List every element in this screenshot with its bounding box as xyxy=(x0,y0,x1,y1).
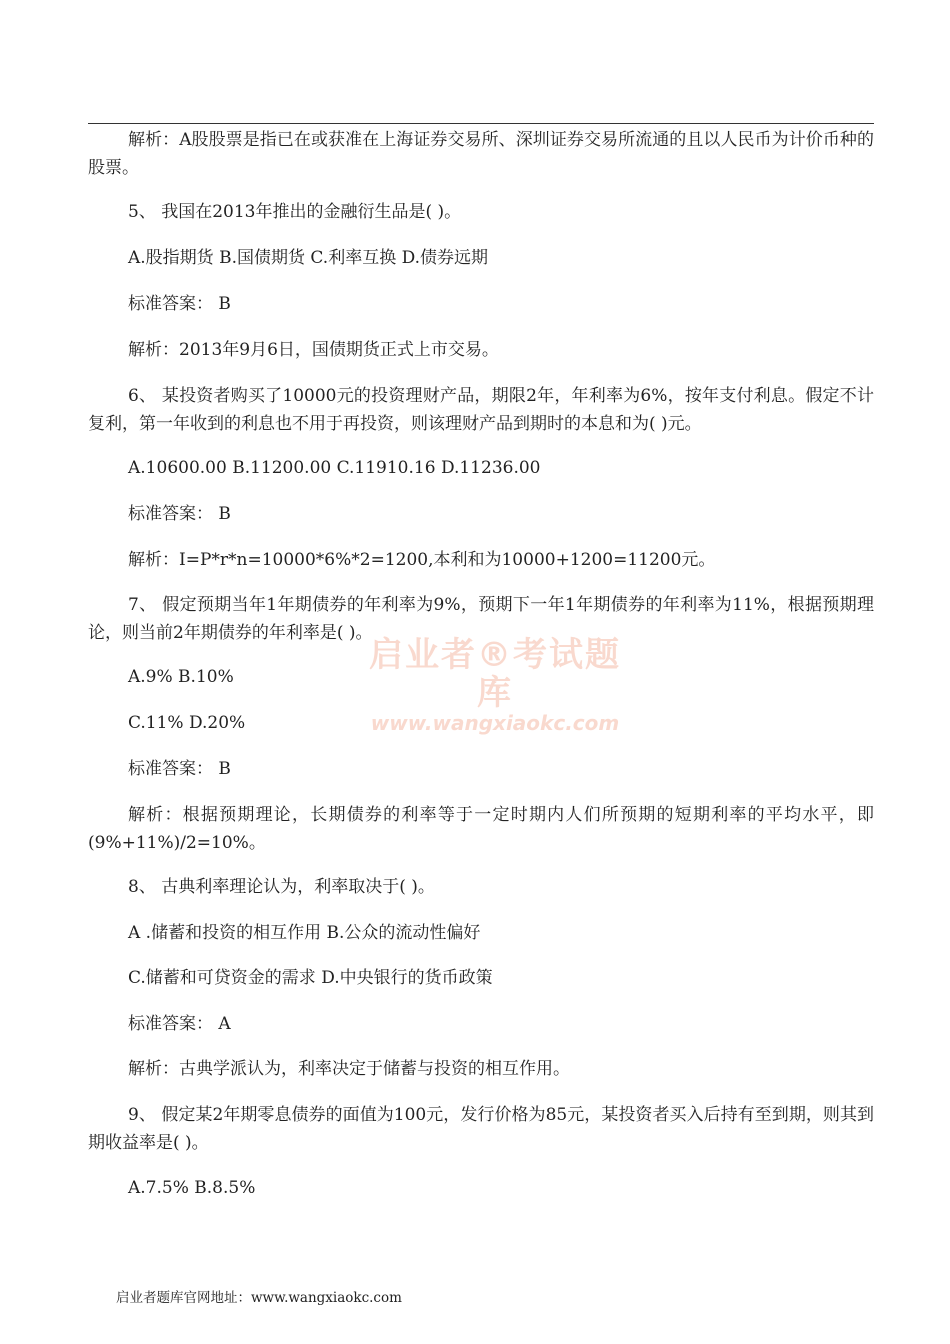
options-5: A.股指期货 B.国债期货 C.利率互换 D.债券远期 xyxy=(128,248,489,268)
question-6: 6、 某投资者购买了10000元的投资理财产品，期限2年，年利率为6%，按年支付利息。假定不计复利，第一年收到的利息也不用于再投资，则该理财产品到期时的本息和为( )元。 xyxy=(88,386,874,434)
question-7: 7、 假定预期当年1年期债券的年利率为9%，预期下一年1年期债券的年利率为11%，根据预期理论，则当前2年期债券的年利率是( )。 xyxy=(88,595,874,643)
question-5: 5、 我国在2013年推出的金融衍生品是( )。 xyxy=(128,202,462,222)
options-8b: C.储蓄和可贷资金的需求 D.中央银行的货币政策 xyxy=(128,968,493,988)
analysis-6: 解析：I=P*r*n=10000*6%*2=1200,本利和为10000+1200=11200元。 xyxy=(128,550,716,570)
question-9: 9、 假定某2年期零息债券的面值为100元，发行价格为85元，某投资者买入后持有至到期，则其到期收益率是( )。 xyxy=(88,1105,874,1153)
options-9: A.7.5% B.8.5% xyxy=(128,1178,256,1198)
analysis-7: 解析：根据预期理论，长期债券的利率等于一定时期内人们所预期的短期利率的平均水平，即(9%+11%)/2=10%。 xyxy=(88,805,874,853)
analysis-4: 解析：A股股票是指已在或获准在上海证券交易所、深圳证券交易所流通的且以人民币为计价币种的股票。 xyxy=(88,130,874,178)
answer-8: 标准答案： A xyxy=(128,1014,231,1034)
footer-site: 启业者题库官网地址：www.wangxiaokc.com xyxy=(116,1290,402,1306)
answer-5: 标准答案： B xyxy=(128,294,231,314)
analysis-8: 解析：古典学派认为，利率决定于储蓄与投资的相互作用。 xyxy=(128,1059,570,1079)
watermark-brand: 启业者®考试题库 xyxy=(369,635,621,713)
analysis-5: 解析：2013年9月6日，国债期货正式上市交易。 xyxy=(128,340,499,360)
watermark-url: www.wangxiaokc.com xyxy=(370,711,620,735)
options-7b: C.11% D.20% xyxy=(128,713,246,733)
options-7a: A.9% B.10% xyxy=(128,667,234,687)
options-8a: A .储蓄和投资的相互作用 B.公众的流动性偏好 xyxy=(128,923,481,943)
header-rule xyxy=(88,123,874,124)
question-8: 8、 古典利率理论认为，利率取决于( )。 xyxy=(128,877,435,897)
answer-6: 标准答案： B xyxy=(128,504,231,524)
answer-7: 标准答案： B xyxy=(128,759,231,779)
options-6: A.10600.00 B.11200.00 C.11910.16 D.11236.00 xyxy=(128,458,541,478)
